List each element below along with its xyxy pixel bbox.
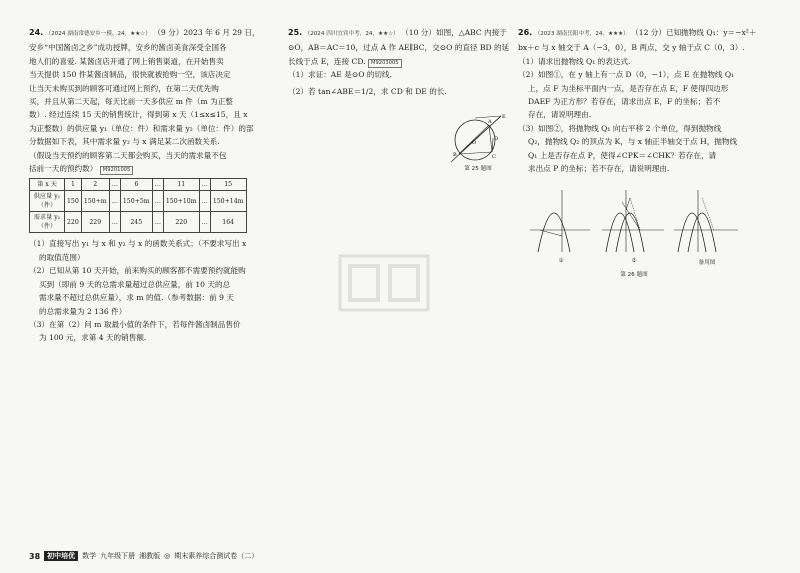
parabola-figure-1	[528, 188, 594, 256]
question-number: 25.	[288, 28, 303, 37]
figure-label: ①	[558, 258, 564, 264]
question-part: （3）在第（2）问 m 取最小值的条件下，若每件酱卤制品售价	[29, 319, 241, 329]
question-part: Q₁ 上是否存在点 P，使得∠CPK＝∠CHK？若存在，请	[528, 150, 717, 160]
bullet-icon: ◎	[164, 552, 171, 560]
question-part: 存在，请说明理由.	[528, 110, 592, 120]
table-cell: 1	[65, 179, 82, 191]
question-text: 当天提供 150 件某酱卤制品，很快就被抢购一空，该店决定	[29, 70, 231, 80]
question-part: 求出点 P 的坐标；若不存在，请说明理由.	[528, 164, 670, 174]
question-text: 地人们的喜爱. 某酱卤店开通了网上销售渠道，在开始售卖	[29, 56, 224, 66]
question-source: （2023 湖南岳阳中考，24，★★★）	[534, 31, 629, 37]
table-cell: 229	[81, 212, 109, 233]
question-text: （假设当天预约的顾客第二天都会购买，当天的需求量不包	[29, 150, 227, 160]
question-source: （2024 四川宜宾中考，24，★★☆）	[304, 31, 399, 37]
question-part: Q₂，抛物线 Q₂ 的顶点为 K，与 x 轴正半轴交于点 H，抛物线	[528, 137, 738, 147]
table-cell: …	[109, 212, 120, 233]
data-table	[29, 178, 247, 233]
table-cell: …	[152, 212, 163, 233]
question-part: 上，点 F 为坐标平面内一点，是否存在点 E，F 使得四边形	[528, 83, 729, 93]
point-label: D	[494, 136, 499, 142]
watermark-logo	[338, 254, 430, 312]
footer-edition: 湘教版	[139, 552, 161, 560]
table-cell: 164	[210, 212, 246, 233]
table-cell: 220	[163, 212, 199, 233]
parabola-figure-2	[600, 188, 668, 256]
table-row	[30, 212, 247, 233]
question-text: 长线于点 E，连接 CD.	[288, 56, 366, 66]
question-text: （9 分）2023 年 6 月 29 日，	[153, 28, 260, 37]
table-cell: …	[199, 179, 210, 191]
question-number: 24.	[29, 28, 44, 37]
table-cell: 15	[210, 179, 246, 191]
table-cell: 供应量 y₁（件）	[30, 191, 65, 212]
question-text: 括前一天的预约数）	[29, 164, 98, 174]
table-cell: 需求量 y₂（件）	[30, 212, 65, 233]
parabola-figure-3	[672, 188, 742, 256]
table-cell: …	[199, 191, 210, 212]
point-label: B	[453, 152, 457, 158]
table-cell: 150+14m	[210, 191, 246, 212]
brand-badge: 初中培优	[44, 551, 78, 561]
question-text: （10 分）如图，△ABC 内接于	[401, 28, 507, 37]
table-cell: 245	[120, 212, 152, 233]
question-text: 让当天未购买到的顾客可通过网上预约，在第二天优先购	[29, 83, 219, 93]
question-part: 买到（即前 9 天的总需求量超过总供应量，前 10 天的总	[39, 279, 231, 289]
page-footer	[29, 551, 258, 561]
table-cell: 150+5m	[120, 191, 152, 212]
question-code: M9203005	[368, 59, 402, 68]
question-text: 数）. 经过连续 15 天的销售统计，得到第 x 天（1≤x≤15，且 x	[29, 110, 248, 120]
table-cell: 11	[163, 179, 199, 191]
question-part: 的总需求量为 2 136 件）	[39, 306, 127, 316]
table-cell: …	[199, 212, 210, 233]
question-number: 26.	[518, 28, 533, 37]
question-part: （1）直接写出 y₁ 与 x 和 y₂ 与 x 的函数关系式；（不要求写出 x	[29, 239, 247, 249]
figure-label: 备用图	[698, 260, 716, 266]
point-label: C	[492, 154, 496, 160]
footer-title: 期末素养综合测试卷（二）	[174, 552, 259, 560]
question-part: DAEF 为正方形？若存在，请求出点 E，F 的坐标；若不	[528, 97, 721, 107]
question-part: （1）求证：AE 是⊙O 的切线.	[288, 70, 393, 80]
table-row	[30, 179, 247, 191]
page-number: 38	[29, 551, 41, 561]
question-26	[518, 26, 776, 175]
question-text: 分数据如下表，其中需求量 y₂ 与 x 满足某二次函数关系.	[29, 137, 220, 147]
table-cell: …	[109, 191, 120, 212]
question-source: （2024 湖南常德安乡一模，24，★★☆）	[45, 31, 151, 37]
question-part: （2）如图①，在 y 轴上有一点 D（0，−1），点 E 在抛物线 Q₁	[518, 70, 735, 80]
table-cell: …	[152, 191, 163, 212]
question-text: bx＋c 与 x 轴交于 A（−3，0），B 两点，交 y 轴于点 C（0，3）.	[518, 43, 745, 53]
question-text: （12 分）已知抛物线 Q₁：y＝−x²＋	[631, 28, 757, 37]
question-part: 需求量不超过总供应量），求 m 的值.（参考数据：前 9 天	[39, 293, 234, 303]
table-cell: 150+m	[81, 191, 109, 212]
table-cell: 2	[81, 179, 109, 191]
footer-grade: 九年级下册	[100, 552, 136, 560]
table-cell: 150+10m	[163, 191, 199, 212]
question-25	[288, 26, 510, 98]
figure-caption: 第 26 题图	[620, 272, 648, 278]
table-cell: …	[109, 179, 120, 191]
question-text: 买，并且从第二天起，每天比前一天多供应 m 件（m 为正整	[29, 97, 233, 107]
question-part: 为 100 元，求第 4 天的销售额.	[39, 333, 147, 343]
point-label: O	[472, 140, 477, 146]
question-text: 安乡“中国酱卤之乡”成功授牌，安乡的酱卤美食深受全国各	[29, 43, 227, 53]
question-part: （2）已知从第 10 天开始，前来购买的顾客都不需要预约就能购	[29, 266, 246, 276]
table-cell: 220	[65, 212, 82, 233]
question-text: 为正整数）的供应量 y₁（单位：件）和需求量 y₂（单位：件）的部	[29, 123, 254, 133]
question-part: 的取值范围）	[39, 252, 85, 262]
point-label: A	[488, 119, 492, 125]
question-part: （2）若 tan∠ABE＝1/2，求 CD 和 DE 的长.	[288, 86, 447, 96]
question-code: M9201005	[100, 166, 134, 175]
table-row	[30, 191, 247, 212]
question-part: （1）请求出抛物线 Q₁ 的表达式.	[518, 56, 631, 66]
figure-label: ②	[631, 258, 637, 264]
table-cell: 150	[65, 191, 82, 212]
table-cell: 第 x 天	[30, 179, 65, 191]
table-cell: 6	[120, 179, 152, 191]
table-cell: …	[152, 179, 163, 191]
point-label: E	[502, 114, 506, 120]
question-part: （3）如图②，将抛物线 Q₁ 向右平移 2 个单位，得到抛物线	[518, 123, 722, 133]
question-text: ⊙O，AB＝AC＝10，过点 A 作 AE∥BC，交⊙O 的直径 BD 的延	[288, 43, 510, 53]
footer-subject: 数学	[82, 552, 97, 560]
figure-caption: 第 25 题图	[464, 166, 492, 172]
question-24	[29, 26, 281, 345]
